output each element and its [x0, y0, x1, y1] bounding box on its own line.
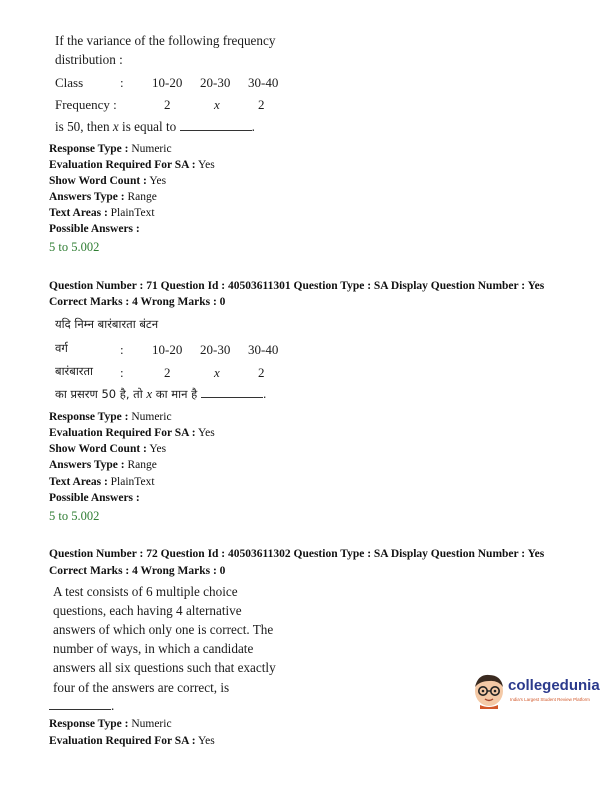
q70-meta-word-count: [49, 176, 166, 188]
q70-freq-3: 2: [258, 97, 265, 112]
q70-frequency-label: Frequency :: [55, 97, 117, 112]
meta-label: Answers Type :: [49, 191, 125, 203]
meta-value: Yes: [195, 735, 215, 747]
meta-label: Response Type :: [49, 718, 129, 730]
q71-freq-colon: :: [120, 365, 124, 380]
meta-label: Possible Answers :: [49, 223, 140, 235]
mascot-icon: [472, 671, 506, 709]
q70-tail-pre: is 50, then: [55, 119, 113, 134]
meta-value: Yes: [195, 159, 215, 171]
q71-meta-possible-answers: [49, 493, 140, 505]
meta-label: Evaluation Required For SA :: [49, 427, 196, 439]
q72-line-6: four of the answers are correct, is: [53, 680, 230, 695]
q70-freq-1: 2: [164, 97, 171, 112]
meta-label: Evaluation Required For SA :: [49, 735, 196, 747]
logo-wordmark: collegedunia: [508, 677, 600, 694]
q70-range-2: 20-30: [200, 75, 231, 90]
q71-meta-word-count: [49, 444, 166, 456]
logo-tagline: India's Largest Student Review Platform: [510, 697, 590, 702]
q72-meta-evaluation: [49, 736, 215, 748]
meta-label: Answers Type :: [49, 459, 125, 471]
q71-tail-end: .: [262, 387, 267, 401]
meta-value: Range: [124, 459, 157, 471]
meta-label: Evaluation Required For SA :: [49, 159, 196, 171]
q70-meta-response-type: [49, 144, 172, 156]
q71-tail: [55, 387, 267, 401]
q71-meta-answers-type: [49, 460, 157, 472]
q70-class-colon: :: [120, 75, 124, 90]
meta-value: Range: [124, 191, 157, 203]
q71-tail-pre: का प्रसरण 50 है, तो: [55, 387, 147, 401]
q70-freq-2: x: [214, 97, 220, 112]
q70-tail-post: is equal to: [118, 119, 177, 134]
q71-meta-response-type: [49, 412, 172, 424]
q71-range-3: 30-40: [248, 342, 279, 357]
q72-answer-blank-line: [49, 699, 114, 712]
q72-line-1: A test consists of 6 multiple choice: [53, 584, 238, 599]
q70-tail-end: .: [251, 119, 255, 134]
q71-tail-post: का मान है: [152, 387, 198, 401]
q71-tail-var: x: [146, 386, 153, 401]
meta-value: Yes: [146, 443, 167, 455]
q72-answer-blank: [49, 700, 111, 710]
meta-value: PlainText: [107, 207, 155, 219]
meta-label: Text Areas :: [49, 476, 108, 488]
q71-frequency-label: बारंबारता: [55, 364, 94, 378]
q71-line-1: यदि निम्न बारंबारता बंटन: [55, 317, 159, 331]
q70-line-1: If the variance of the following frequency: [55, 33, 276, 48]
meta-label: Text Areas :: [49, 207, 108, 219]
q70-answer-blank: [180, 121, 252, 131]
meta-value: PlainText: [107, 476, 155, 488]
q71-marks: Correct Marks : 4 Wrong Marks : 0: [49, 296, 226, 308]
q71-meta-text-areas: [49, 477, 155, 489]
q70-line-2: distribution :: [55, 52, 123, 67]
meta-value: Numeric: [128, 143, 172, 155]
q71-range-2: 20-30: [200, 342, 231, 357]
q72-line-3: answers of which only one is correct. The: [53, 622, 274, 637]
q72-blank-end: .: [111, 698, 115, 713]
meta-label: Possible Answers :: [49, 492, 140, 504]
meta-label: Show Word Count :: [49, 443, 147, 455]
q70-meta-answers-type: [49, 192, 157, 204]
q71-range-1: 10-20: [152, 342, 183, 357]
q72-line-2: questions, each having 4 alternative: [53, 603, 242, 618]
q71-class-colon: :: [120, 342, 124, 357]
meta-value: Numeric: [128, 411, 172, 423]
meta-label: Response Type :: [49, 411, 129, 423]
q70-tail: [55, 120, 255, 133]
q72-meta-response-type: [49, 719, 172, 731]
meta-value: Numeric: [128, 718, 172, 730]
collegedunia-logo: [472, 671, 602, 711]
q72-line-5: answers all six questions such that exactly: [53, 660, 276, 675]
q71-answer-blank: [201, 388, 263, 398]
q71-header: Question Number : 71 Question Id : 40503611301 Question Type : SA Display Question Number : Yes: [49, 280, 545, 292]
meta-value: Yes: [195, 427, 215, 439]
q70-meta-text-areas: [49, 208, 155, 220]
q71-meta-evaluation: [49, 428, 215, 440]
q70-range-1: 10-20: [152, 75, 183, 90]
meta-label: Show Word Count :: [49, 175, 147, 187]
q72-header: Question Number : 72 Question Id : 40503611302 Question Type : SA Display Question Number : Yes: [49, 548, 545, 560]
q71-possible-answer: 5 to 5.002: [49, 509, 100, 523]
q71-freq-1: 2: [164, 365, 171, 380]
q71-freq-2: x: [214, 365, 220, 380]
q72-line-4: number of ways, in which a candidate: [53, 641, 254, 656]
q70-possible-answer: 5 to 5.002: [49, 240, 100, 254]
q71-freq-3: 2: [258, 365, 265, 380]
q70-meta-possible-answers: [49, 224, 140, 236]
meta-label: Response Type :: [49, 143, 129, 155]
q70-meta-evaluation: [49, 160, 215, 172]
meta-value: Yes: [146, 175, 167, 187]
q70-class-label: Class: [55, 75, 84, 90]
q70-range-3: 30-40: [248, 75, 279, 90]
q70-tail-var: x: [112, 119, 119, 134]
q71-class-label: वर्ग: [55, 341, 68, 355]
q72-marks: Correct Marks : 4 Wrong Marks : 0: [49, 565, 226, 577]
